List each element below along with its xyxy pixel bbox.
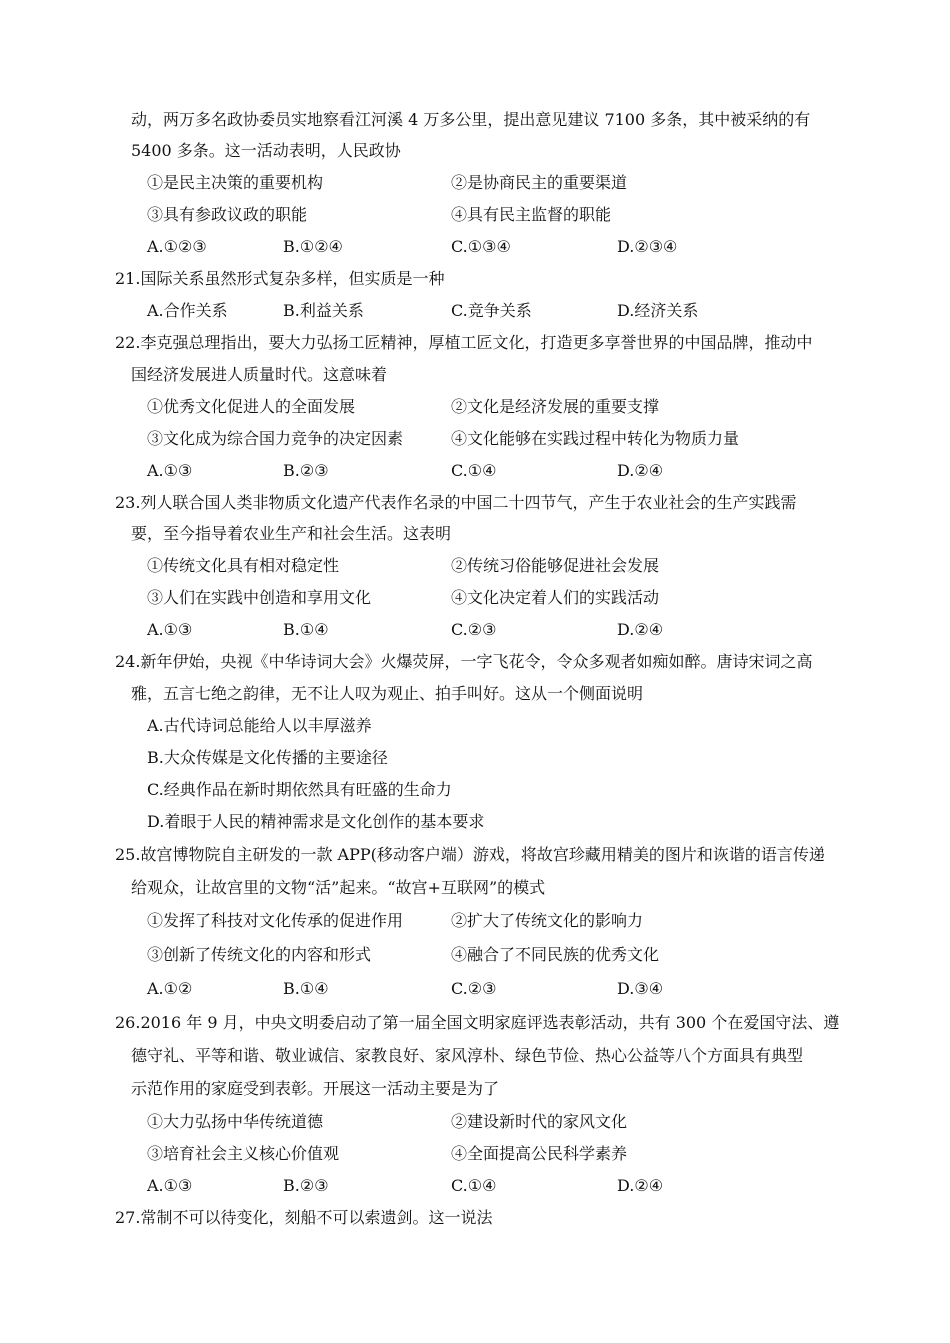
q23-stem-line2: 要，至今指导着农业生产和社会生活。这表明 bbox=[131, 524, 452, 543]
q23-statement-3: ③人们在实践中创造和享用文化 bbox=[147, 588, 372, 607]
q22-option-c: C.①④ bbox=[451, 461, 497, 480]
q23-statement-1: ①传统文化具有相对稳定性 bbox=[147, 556, 340, 575]
q26-statement-1: ①大力弘扬中华传统道德 bbox=[147, 1112, 324, 1131]
q26-stem-line2: 德守礼、平等和谐、敬业诚信、家教良好、家风淳朴、绿色节俭、热心公益等八个方面具有典型 bbox=[131, 1046, 804, 1065]
q20-statement-3: ③具有参政议政的职能 bbox=[147, 205, 308, 224]
q23-option-b: B.①④ bbox=[283, 620, 329, 639]
q20-stem-line1: 动，两万多名政协委员实地察看江河溪 4 万多公里，提出意见建议 7100 多条，其中被采纳的有 bbox=[131, 110, 811, 129]
q25-statement-1: ①发挥了科技对文化传承的促进作用 bbox=[147, 911, 404, 930]
q25-option-a: A.①② bbox=[147, 979, 193, 998]
q20-statement-1: ①是民主决策的重要机构 bbox=[147, 173, 324, 192]
q22-option-a: A.①③ bbox=[147, 461, 193, 480]
q20-option-b: B.①②④ bbox=[283, 237, 343, 256]
q23-option-c: C.②③ bbox=[451, 620, 497, 639]
q21-option-c: C.竞争关系 bbox=[451, 301, 532, 320]
q26-option-c: C.①④ bbox=[451, 1176, 497, 1195]
q24-stem-line1: 24.新年伊始，央视《中华诗词大会》火爆荧屏，一字飞花令，令众多观者如痴如醉。唐诗宋词之高 bbox=[115, 652, 813, 671]
q22-option-b: B.②③ bbox=[283, 461, 329, 480]
q26-option-d: D.②④ bbox=[617, 1176, 664, 1195]
q26-option-b: B.②③ bbox=[283, 1176, 329, 1195]
q22-statement-4: ④文化能够在实践过程中转化为物质力量 bbox=[451, 429, 740, 448]
q25-stem-line1: 25.故宫博物院自主研发的一款 APP(移动客户端）游戏，将故宫珍藏用精美的图片和诙谐的语言传递 bbox=[115, 845, 825, 864]
q24-option-b: B.大众传媒是文化传播的主要途径 bbox=[147, 748, 388, 767]
q22-statement-1: ①优秀文化促进人的全面发展 bbox=[147, 397, 356, 416]
q26-stem-line3: 示范作用的家庭受到表彰。开展这一活动主要是为了 bbox=[131, 1079, 500, 1098]
q23-statement-4: ④文化决定着人们的实践活动 bbox=[451, 588, 660, 607]
q24-option-a: A.古代诗词总能给人以丰厚滋养 bbox=[147, 716, 372, 735]
q25-statement-4: ④融合了不同民族的优秀文化 bbox=[451, 945, 660, 964]
q21-option-a: A.合作关系 bbox=[147, 301, 228, 320]
q27-stem: 27.常制不可以待变化，刻船不可以索遗剑。这一说法 bbox=[115, 1208, 493, 1227]
q25-stem-line2: 给观众，让故宫里的文物“活”起来。“故宫+互联网”的模式 bbox=[131, 878, 546, 897]
q20-stem-line2: 5400 多条。这一活动表明，人民政协 bbox=[131, 141, 401, 160]
q20-option-d: D.②③④ bbox=[617, 237, 678, 256]
q20-option-c: C.①③④ bbox=[451, 237, 511, 256]
q26-statement-4: ④全面提高公民科学素养 bbox=[451, 1144, 628, 1163]
q22-stem-line2: 国经济发展进人质量时代。这意味着 bbox=[131, 365, 388, 384]
q20-statement-4: ④具有民主监督的职能 bbox=[451, 205, 612, 224]
q20-option-a: A.①②③ bbox=[147, 237, 207, 256]
q22-statement-3: ③文化成为综合国力竞争的决定因素 bbox=[147, 429, 404, 448]
q22-statement-2: ②文化是经济发展的重要支撑 bbox=[451, 397, 660, 416]
q21-option-b: B.利益关系 bbox=[283, 301, 364, 320]
q26-option-a: A.①③ bbox=[147, 1176, 193, 1195]
q21-option-d: D.经济关系 bbox=[617, 301, 699, 320]
q26-stem-line1: 26.2016 年 9 月，中央文明委启动了第一届全国文明家庭评选表彰活动，共有 300 个在爱国守法、遵 bbox=[115, 1013, 840, 1032]
q21-stem: 21.国际关系虽然形式复杂多样，但实质是一种 bbox=[115, 269, 445, 288]
q23-option-d: D.②④ bbox=[617, 620, 664, 639]
q23-option-a: A.①③ bbox=[147, 620, 193, 639]
q23-statement-2: ②传统习俗能够促进社会发展 bbox=[451, 556, 660, 575]
q22-stem-line1: 22.李克强总理指出，要大力弘扬工匠精神，厚植工匠文化，打造更多享誉世界的中国品牌，推动中 bbox=[115, 333, 813, 352]
q24-stem-line2: 雅，五言七绝之韵律，无不让人叹为观止、拍手叫好。这从一个侧面说明 bbox=[131, 684, 644, 703]
q24-option-c: C.经典作品在新时期依然具有旺盛的生命力 bbox=[147, 780, 452, 799]
q23-stem-line1: 23.列人联合国人类非物质文化遗产代表作名录的中国二十四节气，产生于农业社会的生产实践需 bbox=[115, 493, 797, 512]
q25-statement-2: ②扩大了传统文化的影响力 bbox=[451, 911, 644, 930]
q25-option-d: D.③④ bbox=[617, 979, 664, 998]
q25-option-c: C.②③ bbox=[451, 979, 497, 998]
q26-statement-3: ③培育社会主义核心价值观 bbox=[147, 1144, 340, 1163]
q25-option-b: B.①④ bbox=[283, 979, 329, 998]
q24-option-d: D.着眼于人民的精神需求是文化创作的基本要求 bbox=[147, 812, 485, 831]
q22-option-d: D.②④ bbox=[617, 461, 664, 480]
q20-statement-2: ②是协商民主的重要渠道 bbox=[451, 173, 628, 192]
q25-statement-3: ③创新了传统文化的内容和形式 bbox=[147, 945, 372, 964]
q26-statement-2: ②建设新时代的家风文化 bbox=[451, 1112, 628, 1131]
